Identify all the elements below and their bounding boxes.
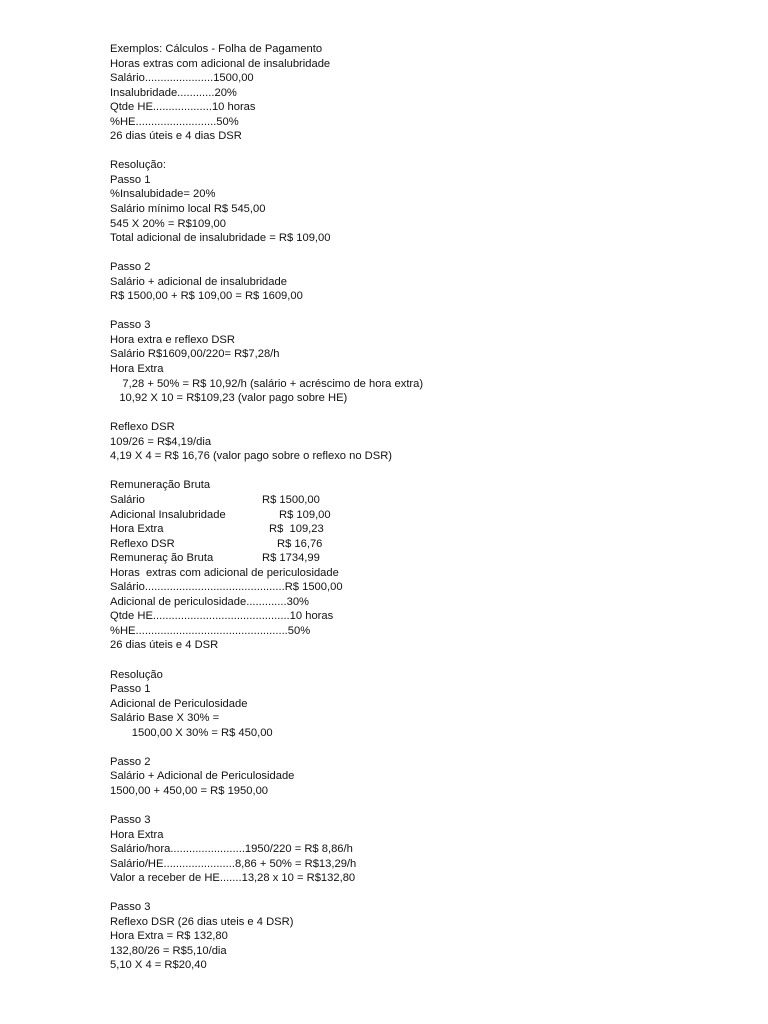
text-line: Resolução: xyxy=(110,159,166,172)
section-passo-3 xyxy=(110,318,730,405)
text-line: Passo 3 xyxy=(110,901,151,914)
text-line: Hora Extra = R$ 132,80 xyxy=(110,930,228,943)
summary-row xyxy=(110,522,730,537)
row-label: Reflexo DSR xyxy=(110,537,175,550)
text-line: %Insalubidade= 20% xyxy=(110,188,216,201)
row-label: Adicional Insalubridade xyxy=(110,508,226,521)
text-line: Hora Extra xyxy=(110,363,164,376)
section-title: Remuneração Bruta xyxy=(110,479,211,492)
section-passo-2 xyxy=(110,260,730,304)
text-line: Salário.............................................R$ 1500,00 xyxy=(110,581,343,594)
text-line: Horas extras com adicional de insalubridade xyxy=(110,57,331,70)
document-title: Exemplos: Cálculos - Folha de Pagamento xyxy=(110,43,323,55)
text-line: 109/26 = R$4,19/dia xyxy=(110,435,212,448)
text-line: Salário + adicional de insalubridade xyxy=(110,275,287,288)
section-periculosidade-passo-2 xyxy=(110,755,730,799)
text-line: 132,80/26 = R$5,10/dia xyxy=(110,944,227,957)
text-line: Reflexo DSR xyxy=(110,421,175,434)
text-line: Qtde HE............................................10 horas xyxy=(110,610,334,623)
text-line: Reflexo DSR (26 dias uteis e 4 DSR) xyxy=(110,915,294,928)
row-value: R$ 16,76 xyxy=(277,537,323,550)
text-line: Salário......................1500,00 xyxy=(110,72,254,85)
text-line: 1500,00 X 30% = R$ 450,00 xyxy=(110,726,273,739)
document-page xyxy=(110,42,730,973)
row-label: Remuneraç ão Bruta xyxy=(110,552,214,565)
text-line: Resolução xyxy=(110,668,163,681)
section-periculosidade-reflexo-dsr xyxy=(110,900,730,973)
text-line: %HE.................................................50% xyxy=(110,624,311,637)
text-line: Salário R$1609,00/220= R$7,28/h xyxy=(110,348,280,361)
text-line: Passo 1 xyxy=(110,173,151,186)
text-line: Salário Base X 30% = xyxy=(110,712,220,725)
text-line: Horas extras com adicional de periculosidade xyxy=(110,566,339,579)
text-line: 26 dias úteis e 4 dias DSR xyxy=(110,130,242,143)
section-reflexo-dsr xyxy=(110,420,730,464)
text-line: Passo 2 xyxy=(110,261,151,274)
text-line: Adicional de periculosidade.............30% xyxy=(110,595,310,608)
text-line: 545 X 20% = R$109,00 xyxy=(110,217,227,230)
text-line: Adicional de Periculosidade xyxy=(110,697,248,710)
summary-row xyxy=(110,537,730,552)
text-line: Insalubridade............20% xyxy=(110,86,237,99)
text-line: Qtde HE...................10 horas xyxy=(110,101,256,114)
text-line: Salário + Adicional de Periculosidade xyxy=(110,770,295,783)
section-insalubridade-example xyxy=(110,42,730,144)
section-periculosidade-passo-3 xyxy=(110,813,730,886)
text-line: %HE..........................50% xyxy=(110,115,239,128)
text-line: R$ 1500,00 + R$ 109,00 = R$ 1609,00 xyxy=(110,290,303,303)
text-line: 10,92 X 10 = R$109,23 (valor pago sobre HE) xyxy=(110,392,348,405)
text-line: 5,10 X 4 = R$20,40 xyxy=(110,959,207,972)
row-value: R$ 1500,00 xyxy=(262,493,320,506)
summary-row xyxy=(110,551,730,566)
text-line: Salário/HE.......................8,86 + 50% = R$13,29/h xyxy=(110,857,357,870)
text-line: Passo 2 xyxy=(110,755,151,768)
text-line: Passo 1 xyxy=(110,683,151,696)
text-line: Salário mínimo local R$ 545,00 xyxy=(110,203,266,216)
row-value: R$ 109,23 xyxy=(269,523,324,536)
text-line: 4,19 X 4 = R$ 16,76 (valor pago sobre o reflexo no DSR) xyxy=(110,450,393,463)
text-line: Valor a receber de HE.......13,28 x 10 = R$132,80 xyxy=(110,872,356,885)
text-line: 1500,00 + 450,00 = R$ 1950,00 xyxy=(110,784,269,797)
section-resolucao-passo-1 xyxy=(110,158,730,245)
row-label: Hora Extra xyxy=(110,523,164,536)
text-line: 26 dias úteis e 4 DSR xyxy=(110,639,219,652)
text-line: Passo 3 xyxy=(110,319,151,332)
row-value: R$ 1734,99 xyxy=(262,552,320,565)
text-line: Salário/hora........................1950/220 = R$ 8,86/h xyxy=(110,843,353,856)
text-line: 7,28 + 50% = R$ 10,92/h (salário + acréscimo de hora extra) xyxy=(110,377,424,390)
text-line: Hora extra e reflexo DSR xyxy=(110,333,235,346)
text-line: Passo 3 xyxy=(110,813,151,826)
row-value: R$ 109,00 xyxy=(279,508,331,521)
text-line: Hora Extra xyxy=(110,828,164,841)
row-label: Salário xyxy=(110,493,145,506)
summary-row xyxy=(110,508,730,523)
section-remuneracao-bruta xyxy=(110,478,730,653)
section-periculosidade-passo-1 xyxy=(110,668,730,741)
text-line: Total adicional de insalubridade = R$ 109,00 xyxy=(110,232,331,245)
summary-row xyxy=(110,493,730,508)
